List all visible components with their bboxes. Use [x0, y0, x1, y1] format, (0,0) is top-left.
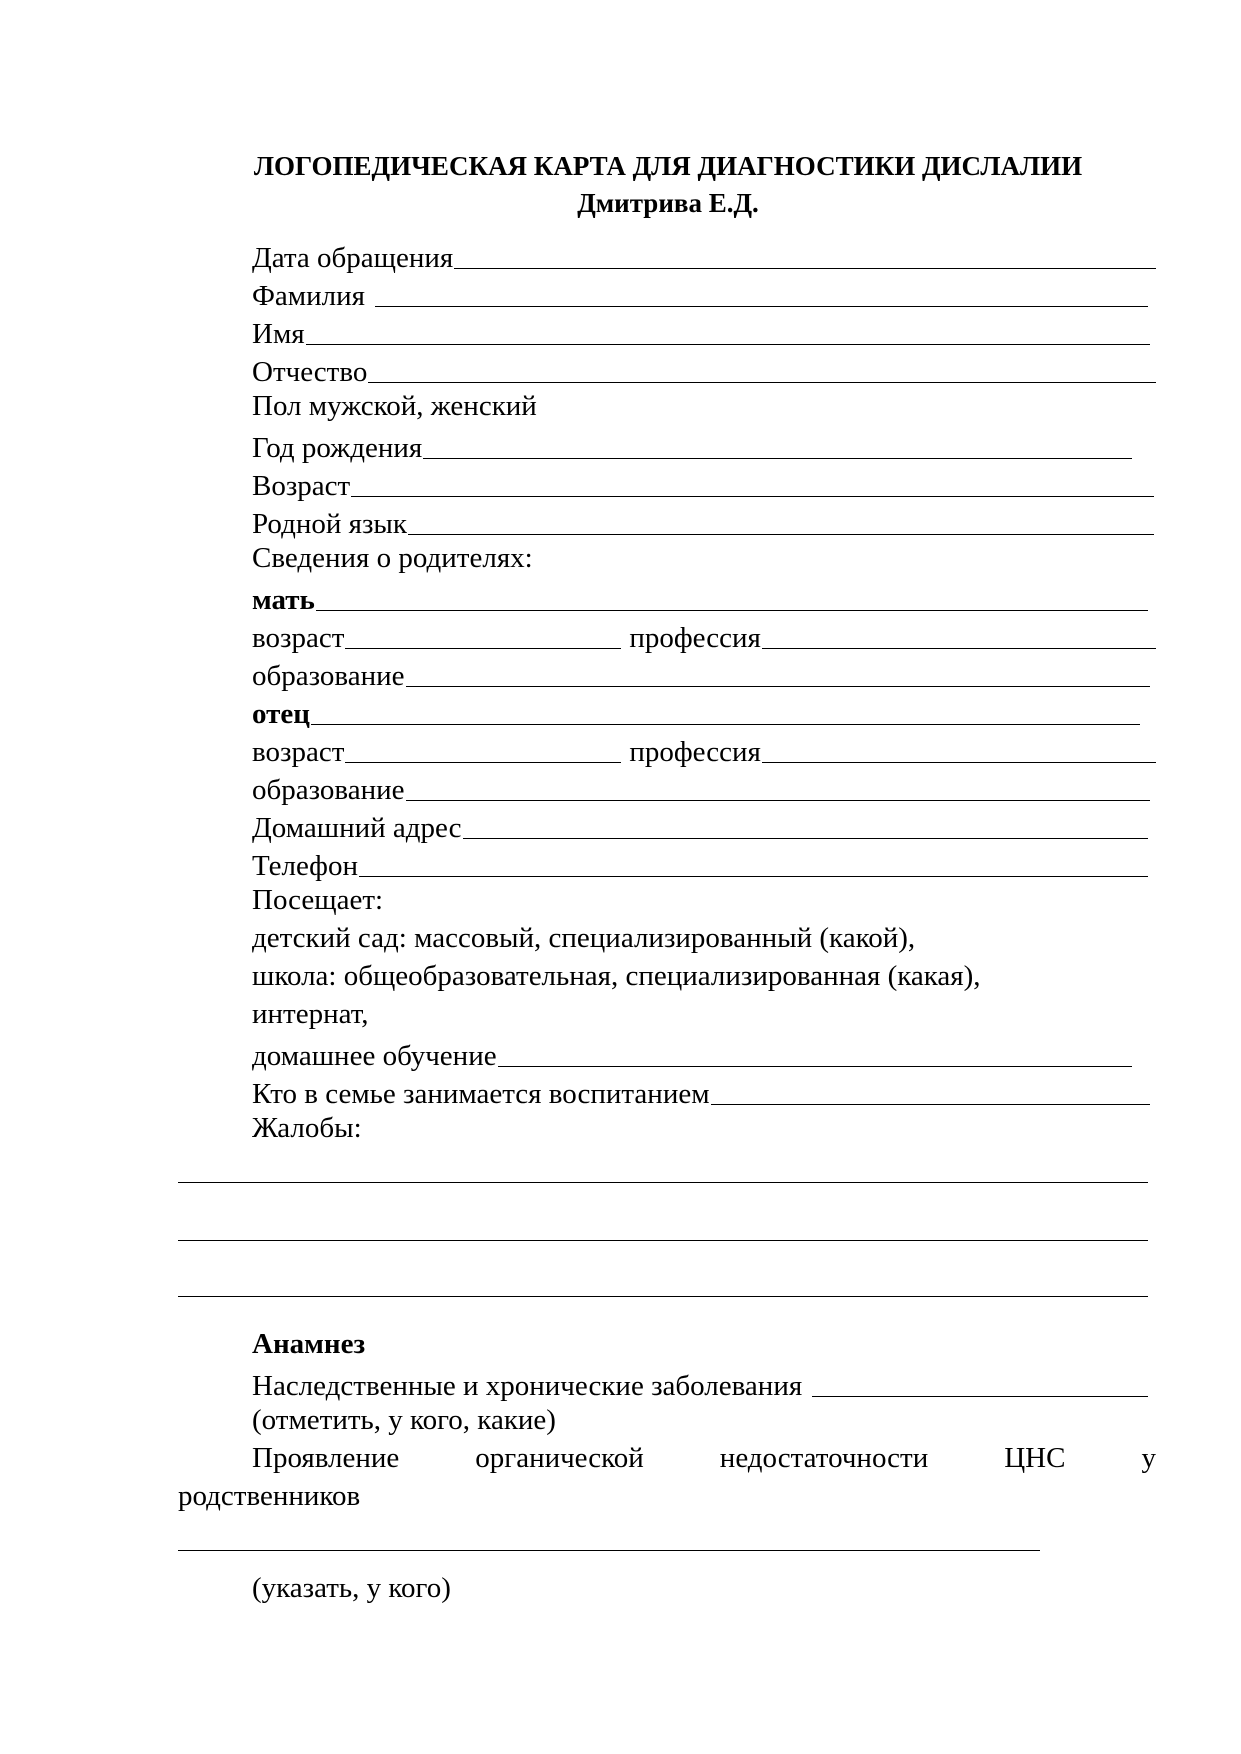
- mother-blank[interactable]: [316, 610, 1148, 611]
- cns-word: ЦНС: [1004, 1442, 1066, 1474]
- field-surname: [252, 278, 1148, 311]
- field-name-blank[interactable]: [306, 344, 1150, 345]
- complaints-line-1[interactable]: [178, 1182, 1148, 1183]
- cns-line-2: родственников: [178, 1480, 361, 1512]
- complaints-line-2[interactable]: [178, 1240, 1148, 1241]
- home-education-row: [252, 1038, 1132, 1071]
- field-age-blank[interactable]: [351, 496, 1154, 497]
- field-sex: Пол мужской, женский: [252, 390, 537, 422]
- cns-word: Проявление: [252, 1442, 400, 1474]
- mother-age-profession-row: [252, 620, 1156, 653]
- field-patronymic-blank[interactable]: [368, 382, 1156, 383]
- mother-label: мать: [252, 584, 315, 616]
- hereditary-row: [252, 1368, 1148, 1401]
- mother-age-blank[interactable]: [345, 648, 621, 649]
- phone-label: Телефон: [252, 850, 358, 882]
- cns-line-1: [252, 1444, 1156, 1473]
- attends-kindergarten: детский сад: массовый, специализированный (какой),: [252, 922, 916, 954]
- mother-education-label: образование: [252, 660, 405, 692]
- field-patronymic-label: Отчество: [252, 356, 368, 388]
- cns-word: органической: [475, 1442, 644, 1474]
- document-title: ЛОГОПЕДИЧЕСКАЯ КАРТА ДЛЯ ДИАГНОСТИКИ ДИСЛАЛИИ: [253, 151, 1083, 181]
- father-profession-label: профессия: [629, 736, 761, 768]
- mother-profession-blank[interactable]: [762, 648, 1156, 649]
- address-blank[interactable]: [463, 838, 1149, 839]
- father-row: [252, 696, 1140, 729]
- mother-education-row: [252, 658, 1150, 691]
- father-age-profession-row: [252, 734, 1156, 767]
- upbringing-row: [252, 1076, 1150, 1109]
- field-birth-year: [252, 430, 1132, 463]
- field-native-language: [252, 506, 1154, 539]
- field-surname-blank[interactable]: [375, 306, 1148, 307]
- address-label: Домашний адрес: [252, 812, 462, 844]
- field-age: [252, 468, 1154, 501]
- attends-school: школа: общеобразовательная, специализированная (какая),: [252, 960, 981, 992]
- father-education-label: образование: [252, 774, 405, 806]
- home-education-blank[interactable]: [498, 1066, 1132, 1067]
- complaints-line-3[interactable]: [178, 1296, 1148, 1297]
- father-label: отец: [252, 698, 310, 730]
- home-education-label: домашнее обучение: [252, 1040, 497, 1072]
- upbringing-label: Кто в семье занимается воспитанием: [252, 1078, 710, 1110]
- phone-row: [252, 848, 1148, 881]
- attends-heading: Посещает:: [252, 884, 384, 916]
- attends-boarding: интернат,: [252, 998, 369, 1030]
- father-age-label: возраст: [252, 736, 345, 768]
- field-date: [252, 240, 1156, 273]
- upbringing-blank[interactable]: [711, 1104, 1150, 1105]
- mother-profession-label: профессия: [629, 622, 761, 654]
- father-age-blank[interactable]: [345, 762, 621, 763]
- field-birth-year-label: Год рождения: [252, 432, 423, 464]
- mother-age-label: возраст: [252, 622, 345, 654]
- phone-blank[interactable]: [359, 876, 1148, 877]
- complaints-label: Жалобы:: [252, 1112, 362, 1144]
- cns-word: у: [1141, 1442, 1156, 1474]
- field-surname-label: Фамилия: [252, 280, 365, 312]
- address-row: [252, 810, 1148, 843]
- mother-row: [252, 582, 1148, 615]
- hereditary-blank[interactable]: [812, 1396, 1148, 1397]
- field-name-label: Имя: [252, 318, 305, 350]
- hereditary-label: Наследственные и хронические заболевания: [252, 1370, 803, 1402]
- cns-word: недостаточности: [719, 1442, 929, 1474]
- cns-note: (указать, у кого): [252, 1572, 451, 1604]
- hereditary-note: (отметить, у кого, какие): [252, 1404, 556, 1436]
- field-native-language-label: Родной язык: [252, 508, 407, 540]
- father-blank[interactable]: [311, 724, 1140, 725]
- field-native-language-blank[interactable]: [408, 534, 1154, 535]
- anamnesis-heading: Анамнез: [252, 1328, 366, 1360]
- cns-relatives-line[interactable]: [178, 1550, 1040, 1551]
- field-name: [252, 316, 1150, 349]
- mother-education-blank[interactable]: [406, 686, 1150, 687]
- field-patronymic: [252, 354, 1156, 387]
- field-date-label: Дата обращения: [252, 242, 454, 274]
- field-date-blank[interactable]: [454, 268, 1156, 269]
- document-author: Дмитрива Е.Д.: [577, 188, 759, 218]
- father-profession-blank[interactable]: [762, 762, 1156, 763]
- father-education-row: [252, 772, 1150, 805]
- field-age-label: Возраст: [252, 470, 351, 502]
- parents-heading: Сведения о родителях:: [252, 542, 533, 574]
- field-birth-year-blank[interactable]: [423, 458, 1132, 459]
- father-education-blank[interactable]: [406, 800, 1150, 801]
